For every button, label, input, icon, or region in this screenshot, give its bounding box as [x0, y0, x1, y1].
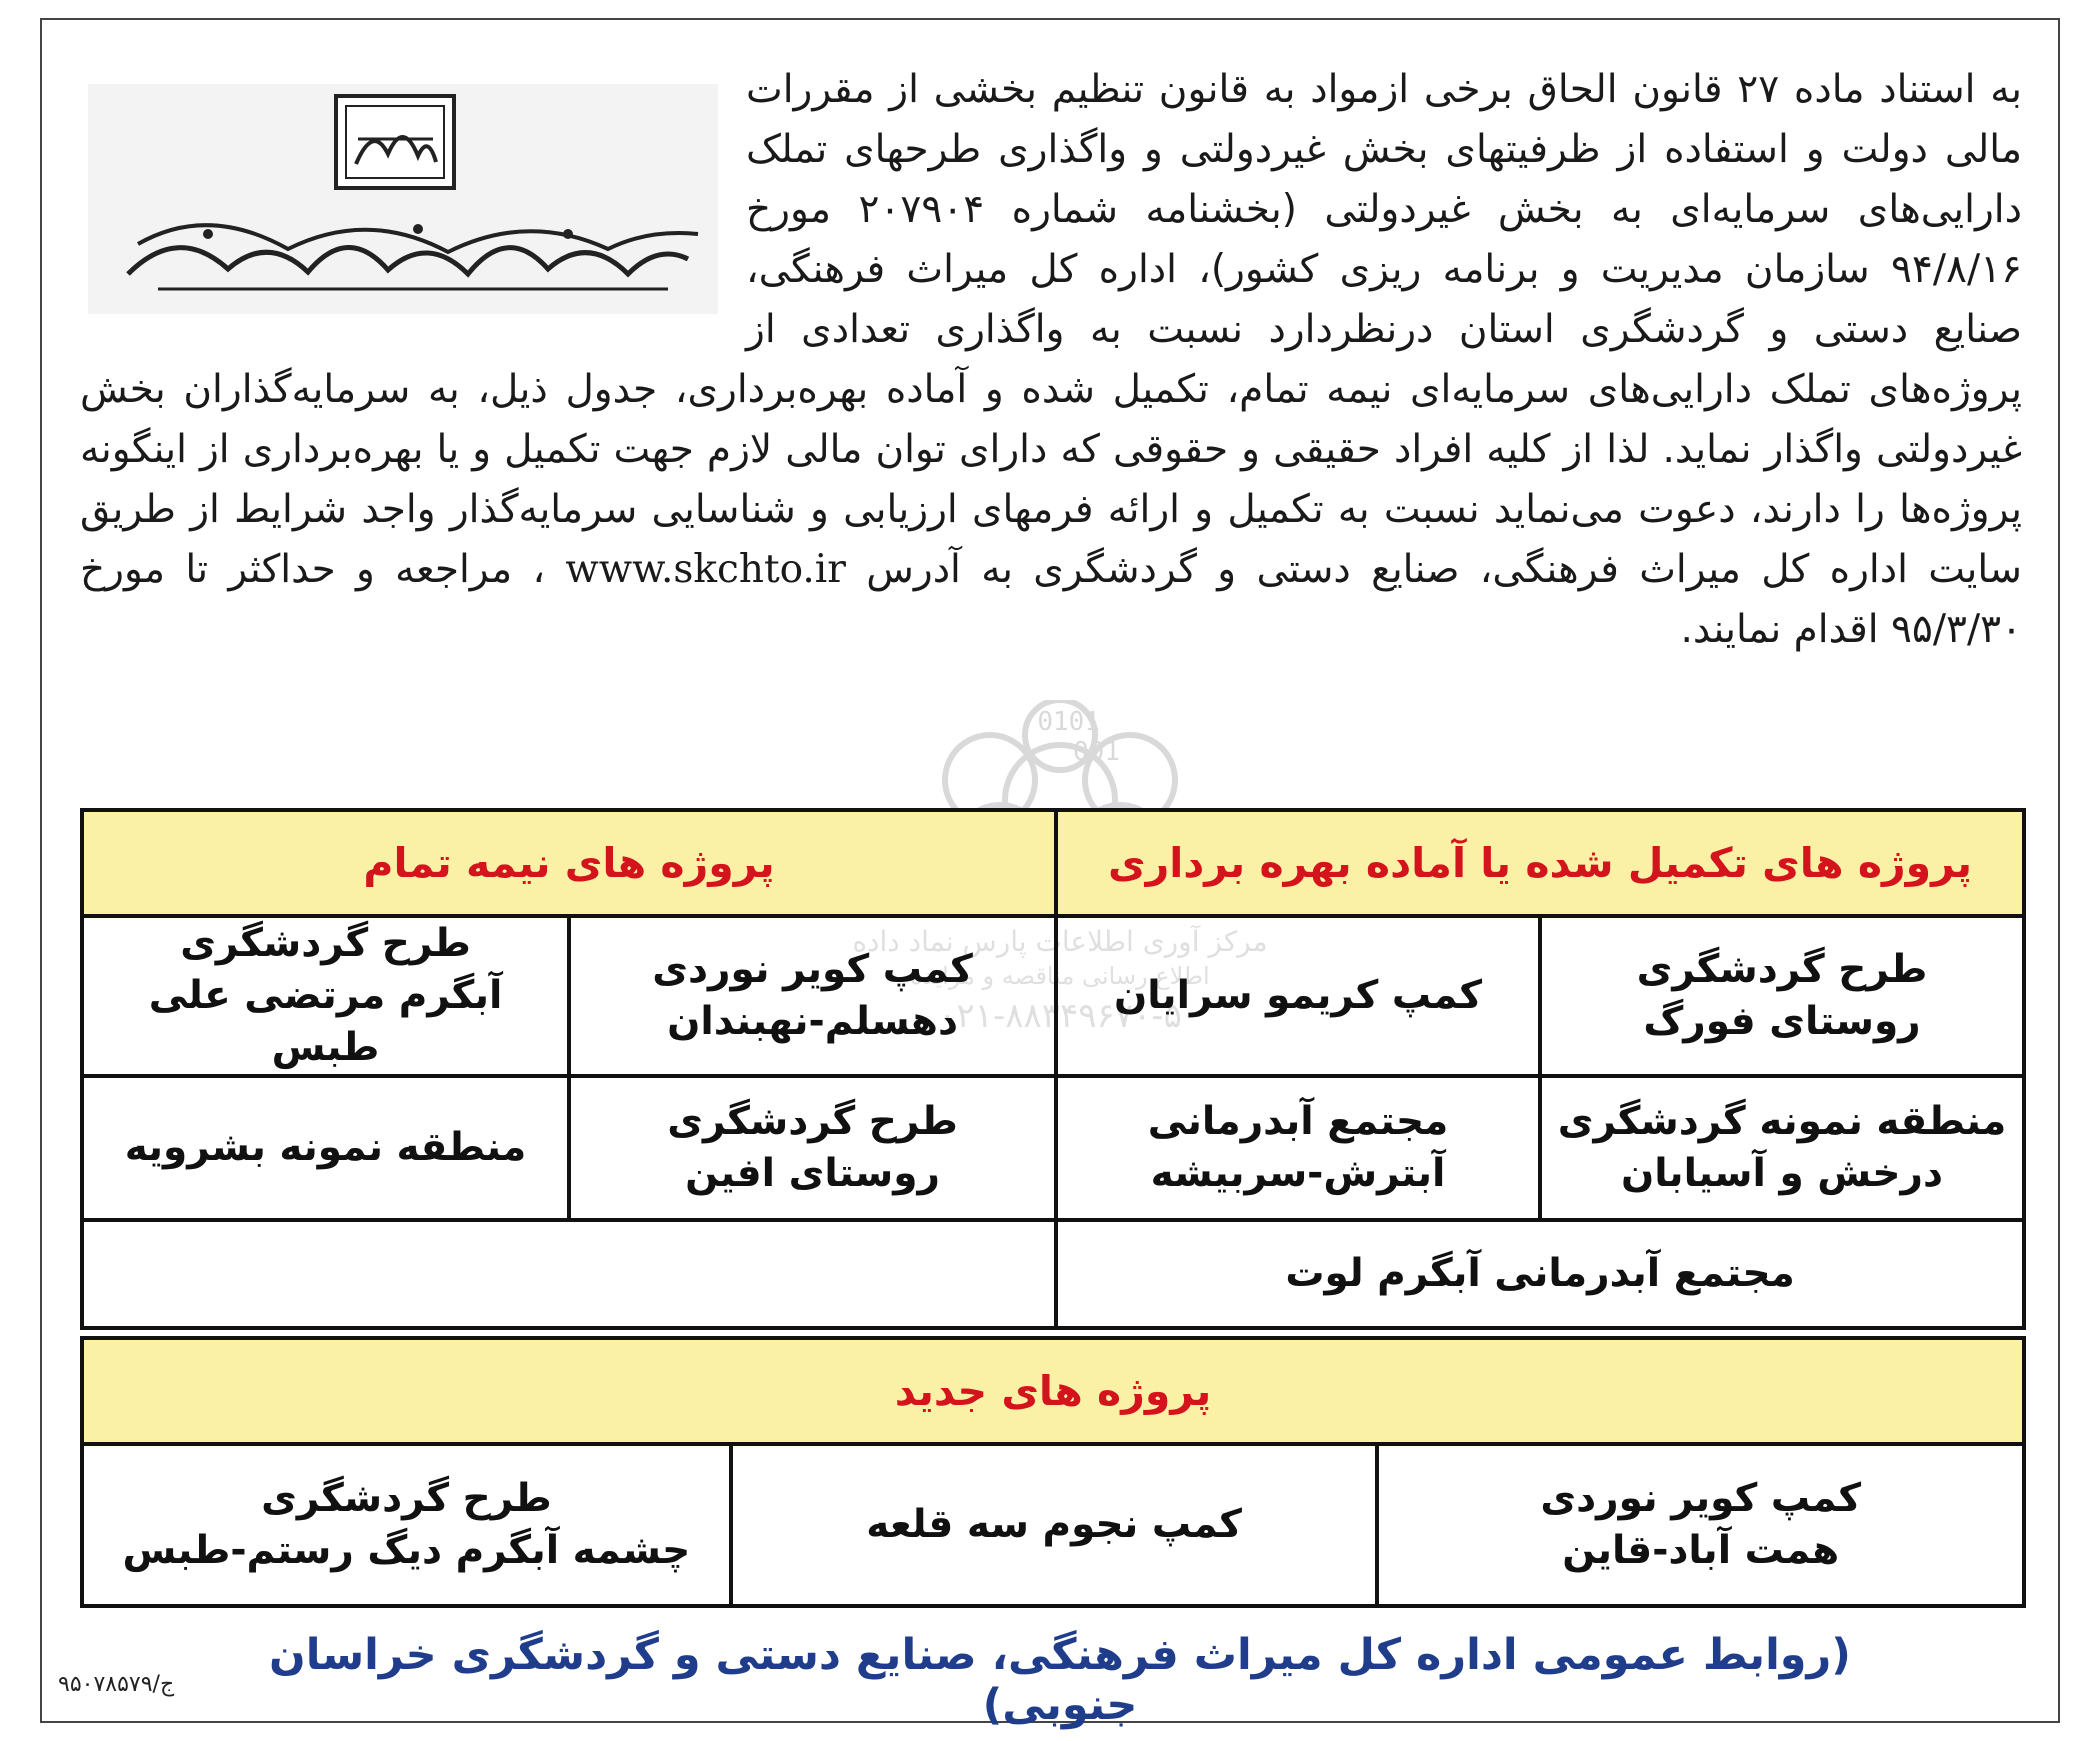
unfinished-projects-header: پروژه های نیمه تمام [82, 810, 1056, 916]
table-row [82, 1076, 2024, 1220]
reference-code: ج/۹۵۰۷۸۵۷۹ [58, 1672, 175, 1697]
project-cell: مجتمع آبدرمانی آبگرم لوت [1056, 1220, 2024, 1328]
svg-text:0101: 0101 [1037, 707, 1100, 737]
table-row [82, 916, 2024, 1076]
svg-text:001: 001 [1073, 737, 1120, 767]
project-cell: طرح گردشگری آبگرم مرتضی علی طبس [82, 916, 569, 1076]
project-cell: منطقه نمونه بشرویه [82, 1076, 569, 1220]
public-relations-signature: (روابط عمومی اداره کل میراث فرهنگی، صنایع دستی و گردشگری خراسان جنوبی) [269, 1630, 1851, 1730]
new-projects-header-row [82, 1338, 2024, 1444]
project-cell: مجتمع آبدرمانی آبترش-سربیشه [1056, 1076, 1540, 1220]
projects-table [80, 808, 2026, 1330]
empty-cell [82, 1220, 1056, 1328]
notice-body [80, 60, 2022, 660]
project-cell: کمپ کویر نوردی دهسلم-نهبندان [569, 916, 1056, 1076]
project-cell: طرح گردشگری روستای افین [569, 1076, 1056, 1220]
table-row [82, 1220, 2024, 1328]
project-cell: کمپ کریمو سرایان [1056, 916, 1540, 1076]
watermark-line2: اطلاع رسانی مناقصه و مزایده [910, 962, 1210, 990]
organization-logo [88, 84, 718, 314]
new-projects-table [80, 1336, 2026, 1608]
website-link[interactable]: www.skchto.ir [565, 547, 846, 592]
watermark-phone: ۰۲۱-۸۸۳۴۹۶۷۰-۵ [938, 996, 1182, 1036]
project-cell: منطقه نمونه گردشگری درخش و آسیابان [1540, 1076, 2024, 1220]
projects-table-header [82, 810, 2024, 916]
table-row [82, 1444, 2024, 1606]
new-projects-header: پروژه های جدید [82, 1338, 2024, 1444]
completed-projects-header: پروژه های تکمیل شده یا آماده بهره برداری [1056, 810, 2024, 916]
project-cell: کمپ نجوم سه قلعه [731, 1444, 1378, 1606]
notice-text-part1: به استناد ماده ۲۷ قانون الحاق برخی ازمواد به قانون تنظیم بخشی از مقررات مالی دولت و استفاده از ظرفیتهای بخش غیردولتی و واگذاری طرحهای تملک دارایی‌های سرمایه‌ای به بخش غیردولتی (بخشنامه شماره ۲۰۷۹۰۴ مورخ ۹۴/۸/۱۶ سازمان مدیریت و برنامه ریزی کشور)، اداره کل میراث فرهنگی، صنایع دستی و گردشگری استان درنظردارد نسبت به واگذاری تعدادی از پروژه‌های تملک دارایی‌های سرمایه‌ای نیمه تمام، تکمیل شده و آماده بهره‌برداری، جدول ذیل، به سرمایه‌گذاران بخش غیردولتی واگذار نماید. لذا از کلیه افراد حقیقی و حقوقی که دارای توان مالی لازم جهت تکمیل و یا بهره‌برداری از اینگونه پروژه‌ها را دارند، دعوت می‌نماید نسبت به تکمیل و ارائه فرمهای ارزیابی و شناسایی سرمایه‌گذار واجد شرایط از طریق سایت اداره کل میراث فرهنگی، صنایع دستی و گردشگری به آدرس [80, 67, 2023, 592]
project-cell: طرح گردشگری چشمه آبگرم دیگ رستم-طبس [82, 1444, 731, 1606]
project-cell: طرح گردشگری روستای فورگ [1540, 916, 2024, 1076]
project-cell: کمپ کویر نوردی همت آباد-قاین [1377, 1444, 2024, 1606]
watermark-line1: مرکز آوری اطلاعات پارس نماد داده [852, 925, 1268, 958]
notice-text-part2: ، مراجعه و حداکثر تا مورخ ۹۵/۳/۳۰ اقدام نمایند. [80, 547, 2022, 652]
